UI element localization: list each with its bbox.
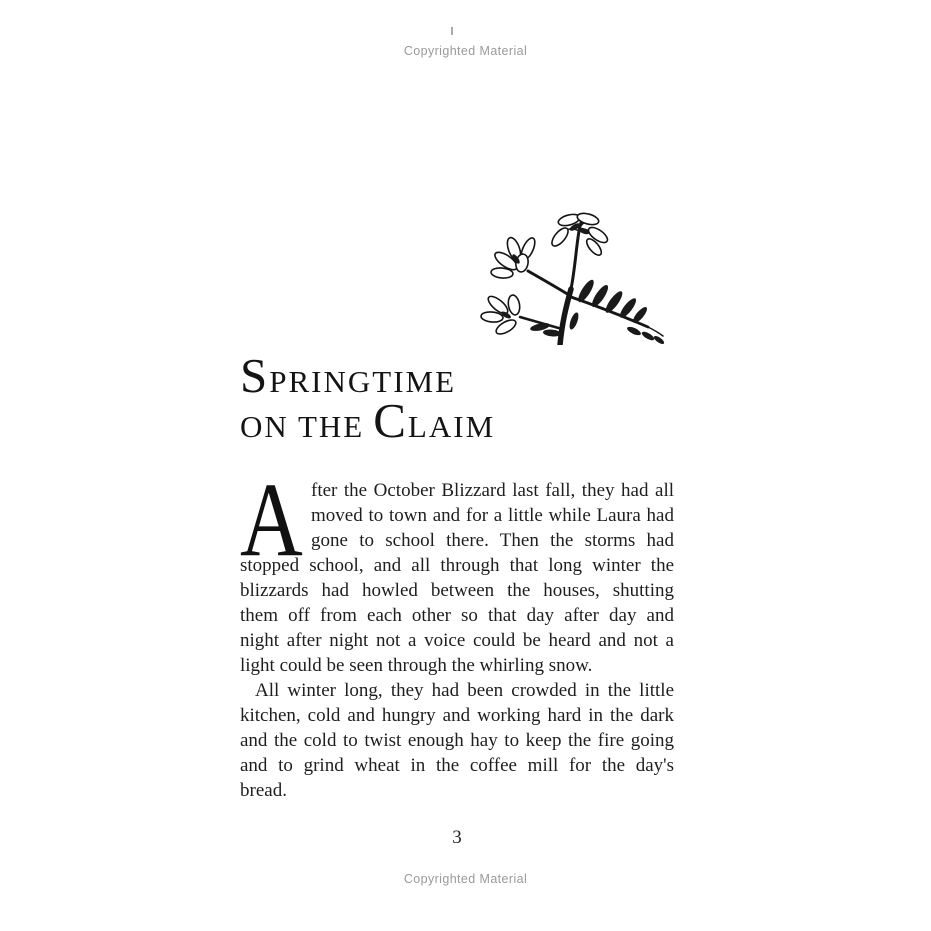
bottom-watermark: Copyrighted Material <box>403 872 528 886</box>
chapter-title <box>240 348 496 448</box>
text-line: and to grind wheat in the coffee mill for the day's <box>240 755 674 776</box>
drop-cap: A <box>240 461 303 578</box>
text-line: and the cold to twist enough hay to keep the fire going <box>240 730 674 751</box>
text-line: kitchen, cold and hungry and working hard in the dark <box>240 705 674 726</box>
text-line: moved to town and for a little while Laura had <box>311 505 674 526</box>
page-number: 3 <box>452 827 462 848</box>
botanical-illustration-icon <box>476 205 668 345</box>
text-line: blizzards had howled between the houses, shutting <box>240 580 674 601</box>
chapter-title-line-1: SPRINGTIME <box>240 348 457 403</box>
chapter-title-line-2: ON THE CLAIM <box>240 393 496 448</box>
text-line: All winter long, they had been crowded in the little <box>255 680 674 701</box>
text-line: gone to school there. Then the storms had <box>311 530 674 551</box>
text-line: them off from each other so that day after day and <box>240 605 674 626</box>
text-line: light could be seen through the whirling snow. <box>240 655 593 676</box>
text-line: stopped school, and all through that long winter the <box>240 555 674 576</box>
title-initial-cap: C <box>373 393 408 448</box>
text-line: bread. <box>240 780 287 801</box>
text-line: fter the October Blizzard last fall, they had all <box>311 480 674 501</box>
title-initial-cap: S <box>240 348 270 403</box>
top-tick-mark <box>451 27 453 35</box>
top-watermark: Copyrighted Material <box>403 44 528 58</box>
chapter-body <box>240 461 674 803</box>
text-line: night after night not a voice could be heard and not a <box>240 630 674 651</box>
